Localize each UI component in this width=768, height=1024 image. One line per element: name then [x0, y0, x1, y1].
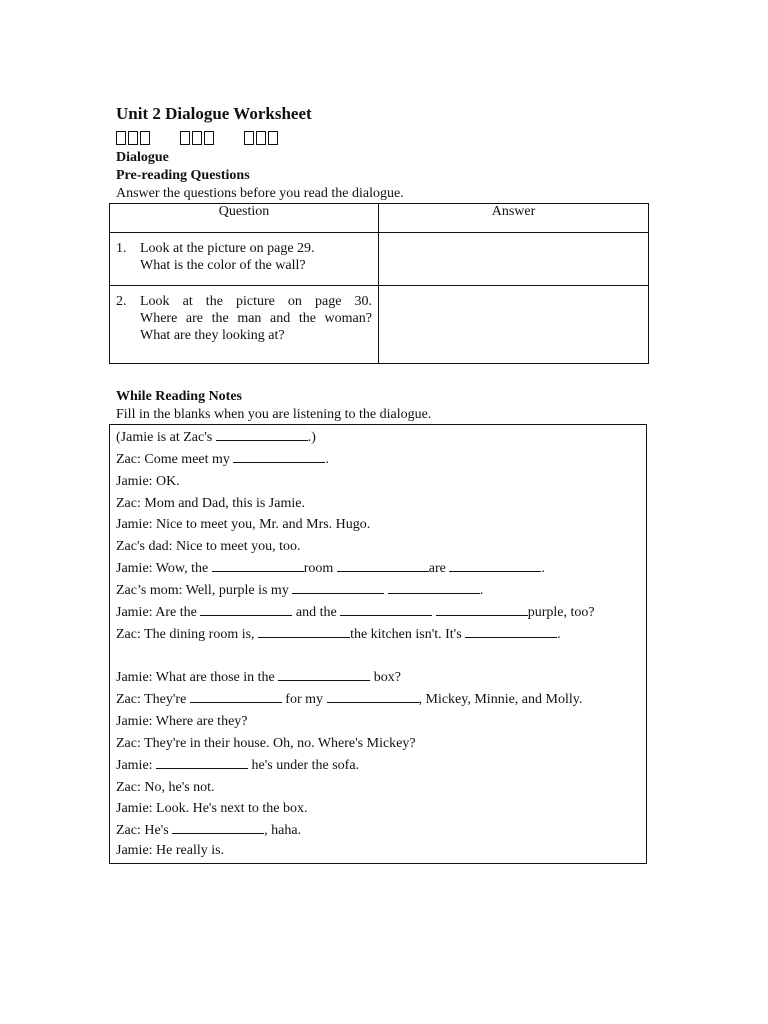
dialogue-line: Zac: Come meet my . [116, 449, 646, 471]
question-text: What are they looking at? [140, 328, 285, 343]
fill-blank[interactable] [327, 689, 419, 703]
fill-blank[interactable] [340, 602, 432, 616]
question-number: 1. [116, 241, 127, 256]
dialogue-line: Zac: They're in their house. Oh, no. Where's Mickey? [116, 735, 416, 751]
dialogue-line: Jamie: Where are they? [116, 713, 248, 729]
fill-blank[interactable] [156, 755, 248, 769]
section-dialogue-heading: Dialogue [116, 150, 169, 165]
missing-glyph-group [244, 131, 278, 149]
dialogue-line: Jamie: Look. He's next to the box. [116, 801, 308, 817]
dialogue-line: Zac: No, he's not. [116, 779, 215, 795]
missing-glyph-group [116, 131, 150, 149]
dialogue-line: Jamie: Nice to meet you, Mr. and Mrs. Hugo. [116, 517, 371, 533]
while-reading-instructions: Fill in the blanks when you are listening to the dialogue. [116, 407, 432, 422]
question-number: 2. [116, 294, 127, 309]
missing-glyph-group [180, 131, 214, 149]
fill-blank[interactable] [388, 580, 480, 594]
dialogue-spacer [116, 645, 646, 667]
question-text: Where are the man and the woman? [140, 311, 372, 326]
question-cell-2 [110, 286, 379, 364]
dialogue-box [109, 424, 647, 864]
fill-blank[interactable] [172, 820, 264, 834]
question-text: Look at the picture on page 30. [140, 294, 372, 309]
dialogue-line: Jamie: What are those in the box? [116, 667, 646, 689]
fill-blank[interactable] [449, 558, 541, 572]
dialogue-line: Zac: The dining room is, the kitchen isn't. It's . [116, 624, 646, 646]
question-text: Look at the picture on page 29. [140, 241, 315, 256]
dialogue-line: Zac: They're for my , Mickey, Minnie, and Molly. [116, 689, 646, 711]
dialogue-line: Zac: Mom and Dad, this is Jamie. [116, 495, 305, 511]
pre-reading-table [109, 203, 649, 364]
fill-blank[interactable] [233, 449, 325, 463]
pre-reading-instructions: Answer the questions before you read the dialogue. [116, 186, 404, 201]
dialogue-line: Zac's dad: Nice to meet you, too. [116, 539, 301, 555]
fill-blank[interactable] [190, 689, 282, 703]
fill-blank[interactable] [465, 624, 557, 638]
dialogue-line: Zac: He's , haha. [116, 820, 646, 842]
dialogue-line: Jamie: OK. [116, 473, 180, 489]
dialogue-line: Jamie: He really is. [116, 843, 225, 859]
dialogue-line: Zac’s mom: Well, purple is my . [116, 580, 646, 602]
fill-blank[interactable] [292, 580, 384, 594]
dialogue-line: Jamie: Wow, the room are . [116, 558, 646, 580]
fill-blank[interactable] [436, 602, 528, 616]
column-header-answer: Answer [379, 204, 649, 233]
dialogue-line: (Jamie is at Zac's .) [116, 427, 646, 449]
answer-cell-2[interactable] [379, 286, 649, 364]
worksheet-page [116, 104, 651, 864]
pre-reading-heading: Pre-reading Questions [116, 168, 250, 183]
fill-blank[interactable] [212, 558, 304, 572]
fill-blank[interactable] [337, 558, 429, 572]
fill-blank[interactable] [200, 602, 292, 616]
answer-cell-1[interactable] [379, 233, 649, 286]
missing-glyph-row [116, 131, 651, 149]
while-reading-heading: While Reading Notes [116, 389, 242, 404]
question-cell-1 [110, 233, 379, 286]
fill-blank[interactable] [278, 667, 370, 681]
fill-blank[interactable] [258, 624, 350, 638]
column-header-question: Question [110, 204, 379, 233]
dialogue-line: Jamie: Are the and the purple, too? [116, 602, 646, 624]
question-text: What is the color of the wall? [140, 258, 306, 273]
page-title: Unit 2 Dialogue Worksheet [116, 104, 312, 123]
fill-blank[interactable] [216, 427, 308, 441]
dialogue-line: Jamie: he's under the sofa. [116, 755, 646, 777]
